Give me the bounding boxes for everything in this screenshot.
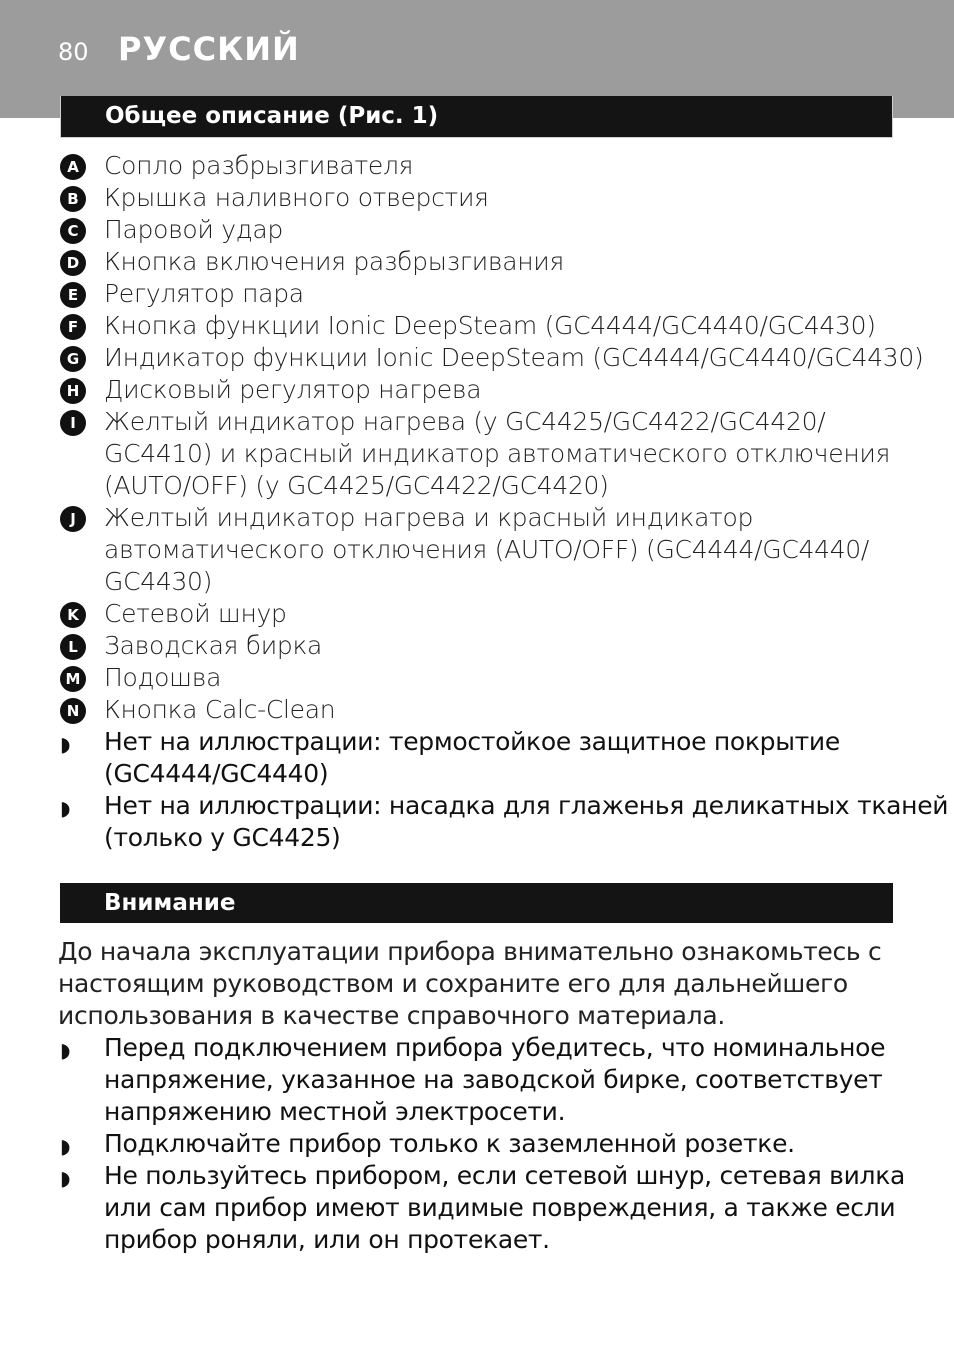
letter-badge: D xyxy=(60,250,86,276)
list-item xyxy=(60,726,894,790)
letter-badge: A xyxy=(60,154,86,180)
list-item-text xyxy=(104,214,894,246)
text-line: Подошва xyxy=(104,663,222,692)
list-item-text xyxy=(104,1160,906,1256)
list-item xyxy=(60,1032,894,1128)
text-line: Регулятор пара xyxy=(104,279,304,308)
list-item xyxy=(60,246,894,278)
list-item-text xyxy=(104,1128,894,1160)
list-item-text xyxy=(104,278,894,310)
letter-badge: H xyxy=(60,378,86,404)
text-line: Кнопка функции Ionic DeepSteam (GC4444/GC4440/GC4430) xyxy=(104,311,876,340)
bullet-icon: ◗ xyxy=(60,796,71,820)
list-item-text xyxy=(104,182,894,214)
list-item xyxy=(60,182,894,214)
text-line: Кнопка Calc-Clean xyxy=(104,695,336,724)
bullet-icon: ◗ xyxy=(60,1166,71,1190)
text-line: Нет на иллюстрации: насадка для глаженья деликатных тканей xyxy=(104,791,949,820)
list-item xyxy=(60,598,894,630)
text-line: GC4430) xyxy=(104,567,213,596)
list-item-text xyxy=(104,694,894,726)
section-heading-description-text: Общее описание (Рис. 1) xyxy=(105,103,439,129)
letter-badge: N xyxy=(60,698,86,724)
list-item-text xyxy=(104,662,894,694)
text-line: Индикатор функции Ionic DeepSteam (GC4444/GC4440/GC4430) xyxy=(104,343,924,372)
letter-badge: I xyxy=(60,410,86,436)
list-item-text xyxy=(104,502,894,598)
list-item-text xyxy=(104,406,894,502)
section-heading-attention xyxy=(60,883,893,923)
letter-badge: G xyxy=(60,346,86,372)
text-line: (только у GC4425) xyxy=(104,823,341,852)
list-item xyxy=(60,502,894,598)
text-line: Дисковый регулятор нагрева xyxy=(104,375,482,404)
list-item xyxy=(60,694,894,726)
text-line: Не пользуйтесь прибором, если сетевой шнур, сетевая вилка xyxy=(104,1161,906,1190)
list-item-text xyxy=(104,1032,894,1128)
list-item xyxy=(60,662,894,694)
list-item xyxy=(60,374,894,406)
list-item-text xyxy=(104,310,894,342)
list-item-text xyxy=(104,246,894,278)
list-item-text xyxy=(104,374,894,406)
text-line: Нет на иллюстрации: термостойкое защитное покрытие xyxy=(104,727,840,756)
list-item xyxy=(60,278,894,310)
text-line: или сам прибор имеют видимые повреждения, а также если xyxy=(104,1193,896,1222)
text-line: (AUTO/OFF) (у GC4425/GC4422/GC4420) xyxy=(104,471,609,500)
text-line: До начала эксплуатации прибора внимательно ознакомьтесь с xyxy=(58,937,882,966)
list-item-text xyxy=(104,630,894,662)
text-line: автоматического отключения (AUTO/OFF) (GC4444/GC4440/ xyxy=(104,535,870,564)
language-title: РУССКИЙ xyxy=(118,30,300,68)
list-item-text xyxy=(104,598,894,630)
section-heading-description xyxy=(60,96,893,138)
text-line: Крышка наливного отверстия xyxy=(104,183,489,212)
list-item xyxy=(60,310,894,342)
bullet-icon: ◗ xyxy=(60,1134,71,1158)
list-item xyxy=(60,790,949,854)
text-line: Сопло разбрызгивателя xyxy=(104,151,414,180)
list-item xyxy=(60,1128,894,1160)
text-line: напряжение, указанное на заводской бирке, соответствует xyxy=(104,1065,883,1094)
list-item-text xyxy=(104,790,949,854)
list-item-text xyxy=(104,342,924,374)
list-item-text xyxy=(104,150,894,182)
text-line: Желтый индикатор нагрева и красный индикатор xyxy=(104,503,754,532)
text-line: GC4410) и красный индикатор автоматического отключения xyxy=(104,439,891,468)
text-line: Подключайте прибор только к заземленной розетке. xyxy=(104,1129,795,1158)
letter-badge: K xyxy=(60,602,86,628)
letter-badge: C xyxy=(60,218,86,244)
list-item xyxy=(60,1160,906,1256)
letter-badge: J xyxy=(60,506,86,532)
bullet-icon: ◗ xyxy=(60,732,71,756)
list-item xyxy=(60,214,894,246)
text-line: Желтый индикатор нагрева (у GC4425/GC4422/GC4420/ xyxy=(104,407,826,436)
letter-badge: F xyxy=(60,314,86,340)
text-line: настоящим руководством и сохраните его для дальнейшего xyxy=(58,969,848,998)
text-line: Сетевой шнур xyxy=(104,599,287,628)
attention-intro xyxy=(58,936,898,1032)
letter-badge: M xyxy=(60,666,86,692)
letter-badge: B xyxy=(60,186,86,212)
text-line: Кнопка включения разбрызгивания xyxy=(104,247,564,276)
list-item-text xyxy=(104,726,894,790)
text-line: (GC4444/GC4440) xyxy=(104,759,329,788)
section-heading-attention-text: Внимание xyxy=(104,890,236,916)
letter-badge: L xyxy=(60,634,86,660)
page-number: 80 xyxy=(58,38,89,66)
text-line: использования в качестве справочного материала. xyxy=(58,1001,725,1030)
text-line: Перед подключением прибора убедитесь, что номинальное xyxy=(104,1033,886,1062)
list-item xyxy=(60,150,894,182)
text-line: Заводская бирка xyxy=(104,631,323,660)
letter-badge: E xyxy=(60,282,86,308)
list-item xyxy=(60,630,894,662)
text-line: напряжению местной электросети. xyxy=(104,1097,566,1126)
text-line: прибор роняли, или он протекает. xyxy=(104,1225,550,1254)
text-line: Паровой удар xyxy=(104,215,283,244)
bullet-icon: ◗ xyxy=(60,1038,71,1062)
list-item xyxy=(60,342,924,374)
list-item xyxy=(60,406,894,502)
